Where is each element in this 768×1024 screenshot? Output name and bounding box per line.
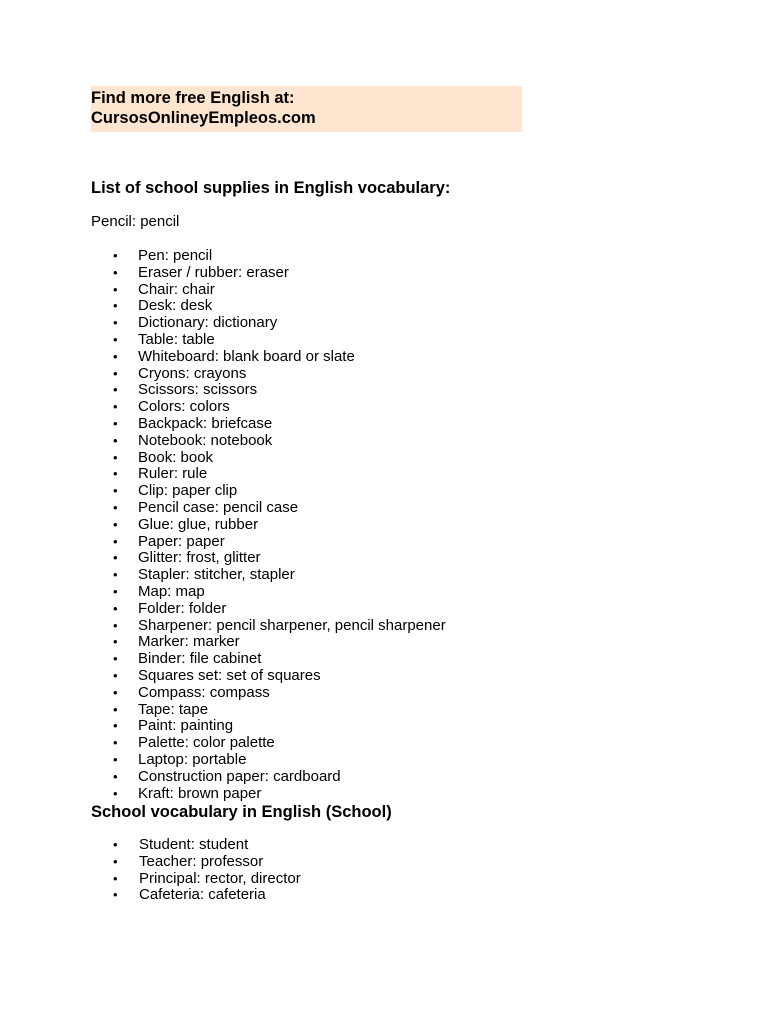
list-item [113, 248, 446, 265]
list-item [113, 450, 446, 467]
bullet-icon: • [113, 853, 118, 869]
list-item-text: Pencil case: pencil case [138, 498, 299, 516]
list-item [113, 618, 446, 635]
list-item [113, 567, 446, 584]
bullet-icon: • [113, 382, 118, 398]
list-item [113, 668, 446, 685]
list-item-text: Teacher: professor [139, 852, 264, 870]
list-item-text: Dictionary: dictionary [138, 314, 278, 332]
list-item [113, 500, 446, 517]
list-item [113, 483, 446, 500]
list-item [113, 702, 446, 719]
bullet-icon: • [113, 751, 118, 767]
list-item [113, 752, 446, 769]
list-item [113, 349, 446, 366]
bullet-icon: • [113, 583, 118, 599]
list-item-text: Whiteboard: blank board or slate [138, 347, 355, 365]
list-item-text: Paper: paper [138, 532, 225, 550]
list-item-text: Binder: file cabinet [138, 650, 262, 668]
list-item [113, 854, 301, 871]
bullet-icon: • [113, 432, 118, 448]
list-item [113, 718, 446, 735]
bullet-icon: • [113, 281, 118, 297]
bullet-icon: • [113, 315, 118, 331]
list-item [113, 282, 446, 299]
bullet-icon: • [113, 651, 118, 667]
promo-text: Find more free English at: [91, 89, 295, 107]
list-item-text: Backpack: briefcase [138, 414, 273, 432]
bullet-icon: • [113, 667, 118, 683]
list-item-text: Clip: paper clip [138, 482, 238, 500]
bullet-icon: • [113, 533, 118, 549]
list-item-text: Scissors: scissors [138, 381, 258, 399]
list-item [113, 550, 446, 567]
bullet-icon: • [113, 483, 118, 499]
bullet-icon: • [113, 449, 118, 465]
bullet-icon: • [113, 870, 118, 886]
list-item-text: Notebook: notebook [138, 431, 273, 449]
list-item [113, 769, 446, 786]
bullet-icon: • [113, 887, 118, 903]
bullet-icon: • [113, 718, 118, 734]
list-item [113, 315, 446, 332]
list-item-text: Glitter: frost, glitter [138, 549, 261, 567]
bullet-icon: • [113, 684, 118, 700]
list-item-text: Tape: tape [138, 700, 209, 718]
list-item-text: Table: table [138, 330, 215, 348]
bullet-icon: • [113, 735, 118, 751]
list-item-text: Colors: colors [138, 398, 230, 416]
list-item [113, 601, 446, 618]
list-item [113, 466, 446, 483]
section-heading-school-vocabulary: School vocabulary in English (School) [91, 803, 392, 821]
list-item-text: Cafeteria: cafeteria [139, 886, 266, 904]
list-item-text: Kraft: brown paper [138, 784, 262, 802]
list-item [113, 332, 446, 349]
list-item-text: Ruler: rule [138, 465, 208, 483]
list-item-text: Pen: pencil [138, 247, 213, 264]
list-item-text: Chair: chair [138, 280, 215, 298]
list-item-text: Squares set: set of squares [138, 666, 321, 684]
intro-line: Pencil: pencil [91, 213, 180, 230]
list-item [113, 265, 446, 282]
bullet-icon: • [113, 634, 118, 650]
bullet-icon: • [113, 415, 118, 431]
list-item [113, 837, 301, 854]
bullet-icon: • [113, 837, 118, 852]
list-item-text: Student: student [139, 836, 249, 853]
bullet-icon: • [113, 785, 118, 801]
bullet-icon: • [113, 617, 118, 633]
list-item [113, 735, 446, 752]
list-item [113, 517, 446, 534]
bullet-icon: • [113, 600, 118, 616]
list-item [113, 433, 446, 450]
list-item [113, 399, 446, 416]
bullet-icon: • [113, 516, 118, 532]
list-item-text: Book: book [138, 448, 214, 466]
list-item [113, 416, 446, 433]
promo-site-name: CursosOnlineyEmpleos.com [91, 109, 316, 127]
list-item [113, 298, 446, 315]
list-item-text: Laptop: portable [138, 750, 247, 768]
list-item-text: Principal: rector, director [139, 869, 301, 887]
bullet-icon: • [113, 248, 118, 263]
school-supplies-list [113, 248, 446, 802]
bullet-icon: • [113, 550, 118, 566]
list-item-text: Construction paper: cardboard [138, 767, 341, 785]
section-heading-school-supplies: List of school supplies in English vocabulary: [91, 179, 451, 197]
list-item-text: Sharpener: pencil sharpener, pencil sharpener [138, 616, 446, 634]
list-item [113, 534, 446, 551]
list-item-text: Eraser / rubber: eraser [138, 263, 289, 281]
school-vocabulary-list [113, 837, 301, 904]
list-item-text: Palette: color palette [138, 734, 275, 752]
list-item [113, 651, 446, 668]
list-item-text: Glue: glue, rubber [138, 515, 259, 533]
bullet-icon: • [113, 768, 118, 784]
list-item-text: Cryons: crayons [138, 364, 247, 382]
bullet-icon: • [113, 701, 118, 717]
bullet-icon: • [113, 399, 118, 415]
list-item [113, 584, 446, 601]
bullet-icon: • [113, 331, 118, 347]
bullet-icon: • [113, 348, 118, 364]
list-item-text: Map: map [138, 582, 205, 600]
bullet-icon: • [113, 499, 118, 515]
list-item-text: Desk: desk [138, 297, 213, 315]
list-item-text: Marker: marker [138, 633, 240, 651]
list-item-text: Folder: folder [138, 599, 227, 617]
list-item [113, 786, 446, 803]
bullet-icon: • [113, 466, 118, 482]
list-item [113, 634, 446, 651]
list-item [113, 871, 301, 888]
bullet-icon: • [113, 567, 118, 583]
list-item-text: Compass: compass [138, 683, 270, 701]
bullet-icon: • [113, 365, 118, 381]
list-item-text: Paint: painting [138, 717, 234, 735]
list-item [113, 366, 446, 383]
list-item [113, 887, 301, 904]
bullet-icon: • [113, 264, 118, 280]
bullet-icon: • [113, 298, 118, 314]
list-item [113, 382, 446, 399]
list-item [113, 685, 446, 702]
list-item-text: Stapler: stitcher, stapler [138, 566, 295, 584]
